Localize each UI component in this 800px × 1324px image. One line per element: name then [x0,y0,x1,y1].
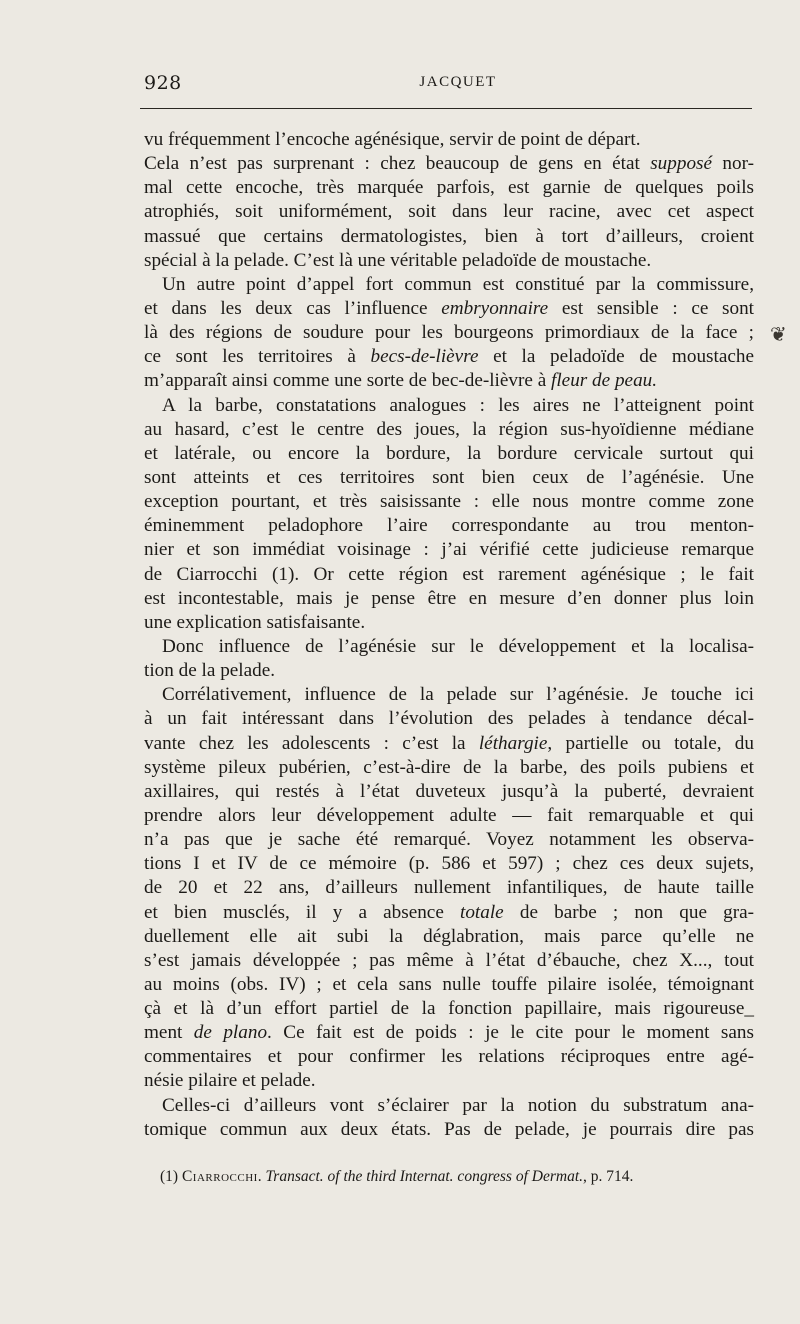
text-line: exception pourtant, et très saisissante : elle nous montre comme zone [144,491,754,513]
text-line: Un autre point d’appel fort commun est constitué par la commissure, [162,273,754,295]
text-line: au hasard, c’est le centre des joues, la région sus-hyoïdienne médiane [144,418,754,440]
text-line: n’a pas que je sache été remarqué. Voyez notamment les observa- [144,829,754,851]
text-line: système pileux pubérien, c’est-à-dire de la barbe, des poils pubiens et [144,756,754,778]
text-line: A la barbe, constatations analogues : les aires ne l’atteignent point [162,394,754,416]
text-line: est incontestable, mais je pense être en mesure d’en donner plus loin [144,587,754,609]
italic-span: supposé [650,153,713,175]
italic-span: becs-de-lièvre [370,346,479,368]
footnote-page: p. 714. [590,1168,634,1185]
footnote-number: (1) [160,1168,179,1185]
italic-span: fleur de peau. [551,370,658,392]
margin-mark: ❦ [770,322,787,346]
text-line: de Ciarrocchi (1). Or cette région est rarement agénésique ; le fait [144,563,754,585]
text-line: nésie pilaire et pelade. [144,1070,316,1092]
text-line: çà et là d’un effort partiel de la fonction papillaire, mais rigoureuse_ [144,998,754,1020]
text-line: spécial à la pelade. C’est là une véritable peladoïde de moustache. [144,249,652,271]
text-line: ce sont les territoires à becs-de-lièvre et la peladoïde de moustache [144,346,754,368]
text-line: s’est jamais développée ; pas même à l’état d’ébauche, chez X..., tout [144,949,754,971]
text-line: tion de la pelade. [144,660,276,682]
italic-span: léthargie [478,732,548,754]
text-line: Donc influence de l’agénésie sur le développement et la localisa- [162,635,754,657]
text-line: duellement elle ait subi la déglabration, mais parce qu’elle ne [144,925,754,947]
text-line: m’apparaît ainsi comme une sorte de bec-de-lièvre à fleur de peau. [144,370,658,392]
body-text [144,128,754,1142]
text-line: Cela n’est pas surprenant : chez beaucoup de gens en état supposé nor- [144,153,754,175]
text-line: massué que certains dermatologistes, bien à tort d’ailleurs, croient [144,225,754,247]
text-line: commentaires et pour confirmer les relations réciproques entre agé- [144,1046,754,1068]
text-line: tomique commun aux deux états. Pas de pelade, je pourrais dire pas [144,1118,754,1140]
footnote-work: Transact. of the third Internat. congress of Dermat. [265,1168,584,1185]
text-line: atrophiés, soit uniformément, soit dans leur racine, avec cet aspect [144,201,754,223]
text-line: Corrélativement, influence de la pelade sur l’agénésie. Je touche ici [162,684,754,706]
text-line: une explication satisfaisante. [144,611,366,633]
italic-span: de plano [193,1022,268,1044]
text-line: et bien musclés, il y a absence totale de barbe ; non que gra- [144,901,754,923]
running-head: JACQUET [419,74,497,90]
text-line: vante chez les adolescents : c’est la léthargie, partielle ou totale, du [144,732,754,754]
header-rule [140,108,752,109]
page-number: 928 [144,72,182,94]
text-line: Celles-ci d’ailleurs vont s’éclairer par la notion du substratum ana- [162,1094,754,1116]
text-line: ment de plano. Ce fait est de poids : je le cite pour le moment sans [144,1022,754,1044]
text-line: nier et son immédiat voisinage : j’ai vérifié cette judicieuse remarque [144,539,754,561]
text-line: tions I et IV de ce mémoire (p. 586 et 597) ; chez ces deux sujets, [144,853,754,875]
text-line: mal cette encoche, très marquée parfois, est garnie de quelques poils [144,177,754,199]
text-line: et dans les deux cas l’influence embryonnaire est sensible : ce sont [144,297,755,319]
footnote [160,1168,740,1186]
footnote-sep-1: . [257,1168,266,1185]
text-line: sont atteints et ces territoires sont bien ceux de l’agénésie. Une [144,466,754,488]
text-line: à un fait intéressant dans l’évolution des pelades à tendance décal- [144,708,754,730]
footnote-sep-2: , [583,1168,591,1185]
text-line: de 20 et 22 ans, d’ailleurs nullement infantiliques, de haute taille [144,877,754,899]
text-line: éminemment peladophore l’aire correspondante au trou menton- [144,515,754,537]
text-line: et latérale, ou encore la bordure, la bordure cervicale surtout qui [144,442,754,464]
page-header [144,72,752,102]
footnote-author: Ciarrocchi [181,1168,258,1185]
text-line: axillaires, qui restés à l’état duveteux jusqu’à la puberté, devraient [144,780,754,802]
text-line: prendre alors leur développement adulte — fait remarquable et qui [144,804,754,826]
text-line: vu fréquemment l’encoche agénésique, servir de point de départ. [144,129,641,150]
text-line: là des régions de soudure pour les bourgeons primordiaux de la face ; [144,322,754,344]
text-line: au moins (obs. IV) ; et cela sans nulle touffe pilaire isolée, témoignant [144,973,754,995]
italic-span: totale [460,901,504,923]
italic-span: embryonnaire [441,297,549,319]
